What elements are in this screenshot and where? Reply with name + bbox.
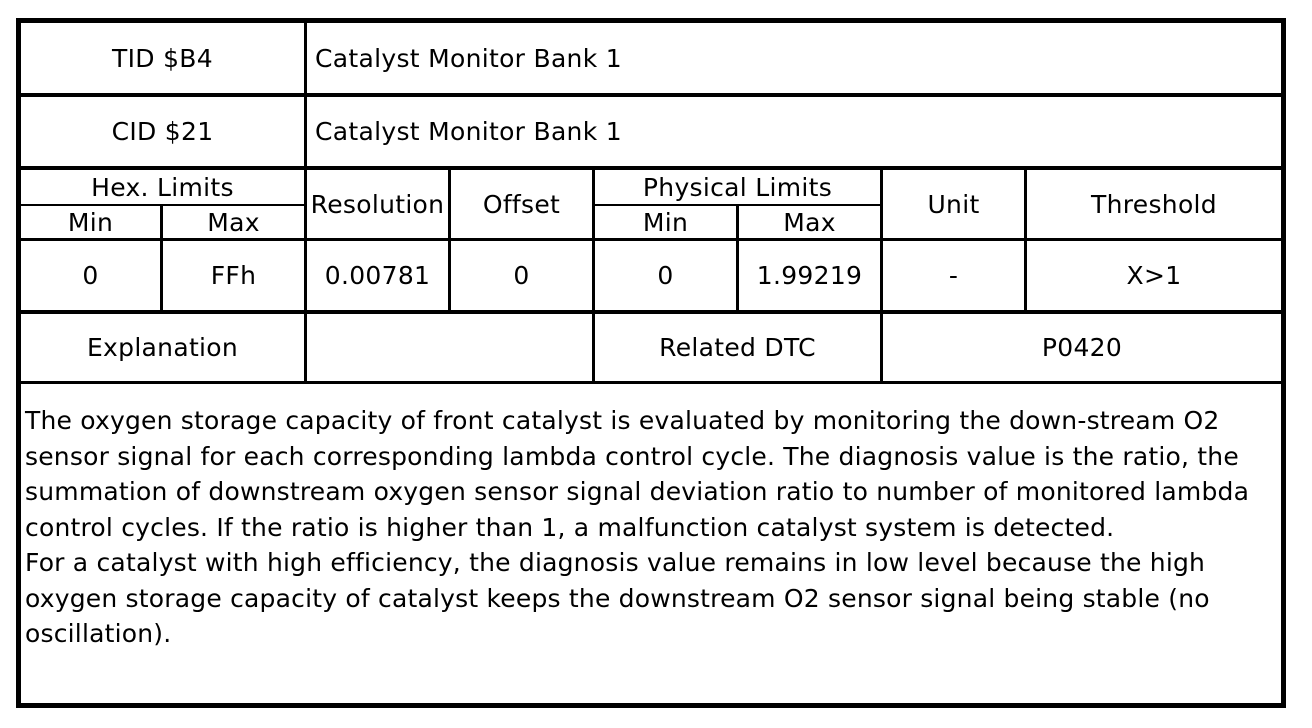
offset-value: 0 bbox=[513, 261, 530, 290]
threshold-value: X>1 bbox=[1126, 261, 1182, 290]
hex-min-header: Min bbox=[67, 207, 114, 237]
row-divider bbox=[21, 381, 1281, 384]
cid-label: CID $21 bbox=[111, 117, 214, 146]
description-paragraph: For a catalyst with high efficiency, the diagnosis value remains in low level because the high oxygen storage capacity of catalyst keeps the downstream O2 sensor signal being stable (no oscillation). bbox=[25, 548, 1210, 648]
hex-min-value: 0 bbox=[82, 261, 99, 290]
related-dtc-value: P0420 bbox=[1041, 333, 1123, 362]
unit-header: Unit bbox=[927, 189, 980, 219]
phys-min-value: 0 bbox=[657, 261, 674, 290]
description-paragraph: The oxygen storage capacity of front catalyst is evaluated by monitoring the down-stream O2 sensor signal for each corresponding lambda control cycle. The diagnosis value is the ratio, the summation of downstream oxygen sensor signal deviation ratio to number of monitored lambda control cycles. If the ratio is higher than 1, a malfunction catalyst system is detected. bbox=[25, 406, 1250, 542]
physical-limits-header: Physical Limits bbox=[642, 172, 833, 202]
explanation-value bbox=[307, 314, 592, 381]
resolution-header: Resolution bbox=[310, 189, 445, 219]
hex-max-header: Max bbox=[207, 207, 260, 237]
cid-description: Catalyst Monitor Bank 1 bbox=[315, 117, 622, 146]
phys-max-value: 1.99219 bbox=[756, 261, 863, 290]
threshold-header: Threshold bbox=[1091, 189, 1217, 219]
hex-limits-header: Hex. Limits bbox=[91, 172, 234, 202]
explanation-label: Explanation bbox=[86, 333, 239, 362]
hex-max-value: FFh bbox=[210, 261, 257, 290]
tid-label: TID $B4 bbox=[112, 43, 213, 73]
related-dtc-label: Related DTC bbox=[659, 333, 816, 362]
tid-description: Catalyst Monitor Bank 1 bbox=[315, 43, 622, 73]
description-text bbox=[25, 403, 1277, 652]
unit-value: - bbox=[948, 261, 959, 290]
phys-max-header: Max bbox=[783, 207, 836, 237]
offset-header: Offset bbox=[482, 189, 561, 219]
resolution-value: 0.00781 bbox=[324, 261, 431, 290]
monitor-table bbox=[16, 18, 1286, 708]
phys-min-header: Min bbox=[642, 207, 689, 237]
